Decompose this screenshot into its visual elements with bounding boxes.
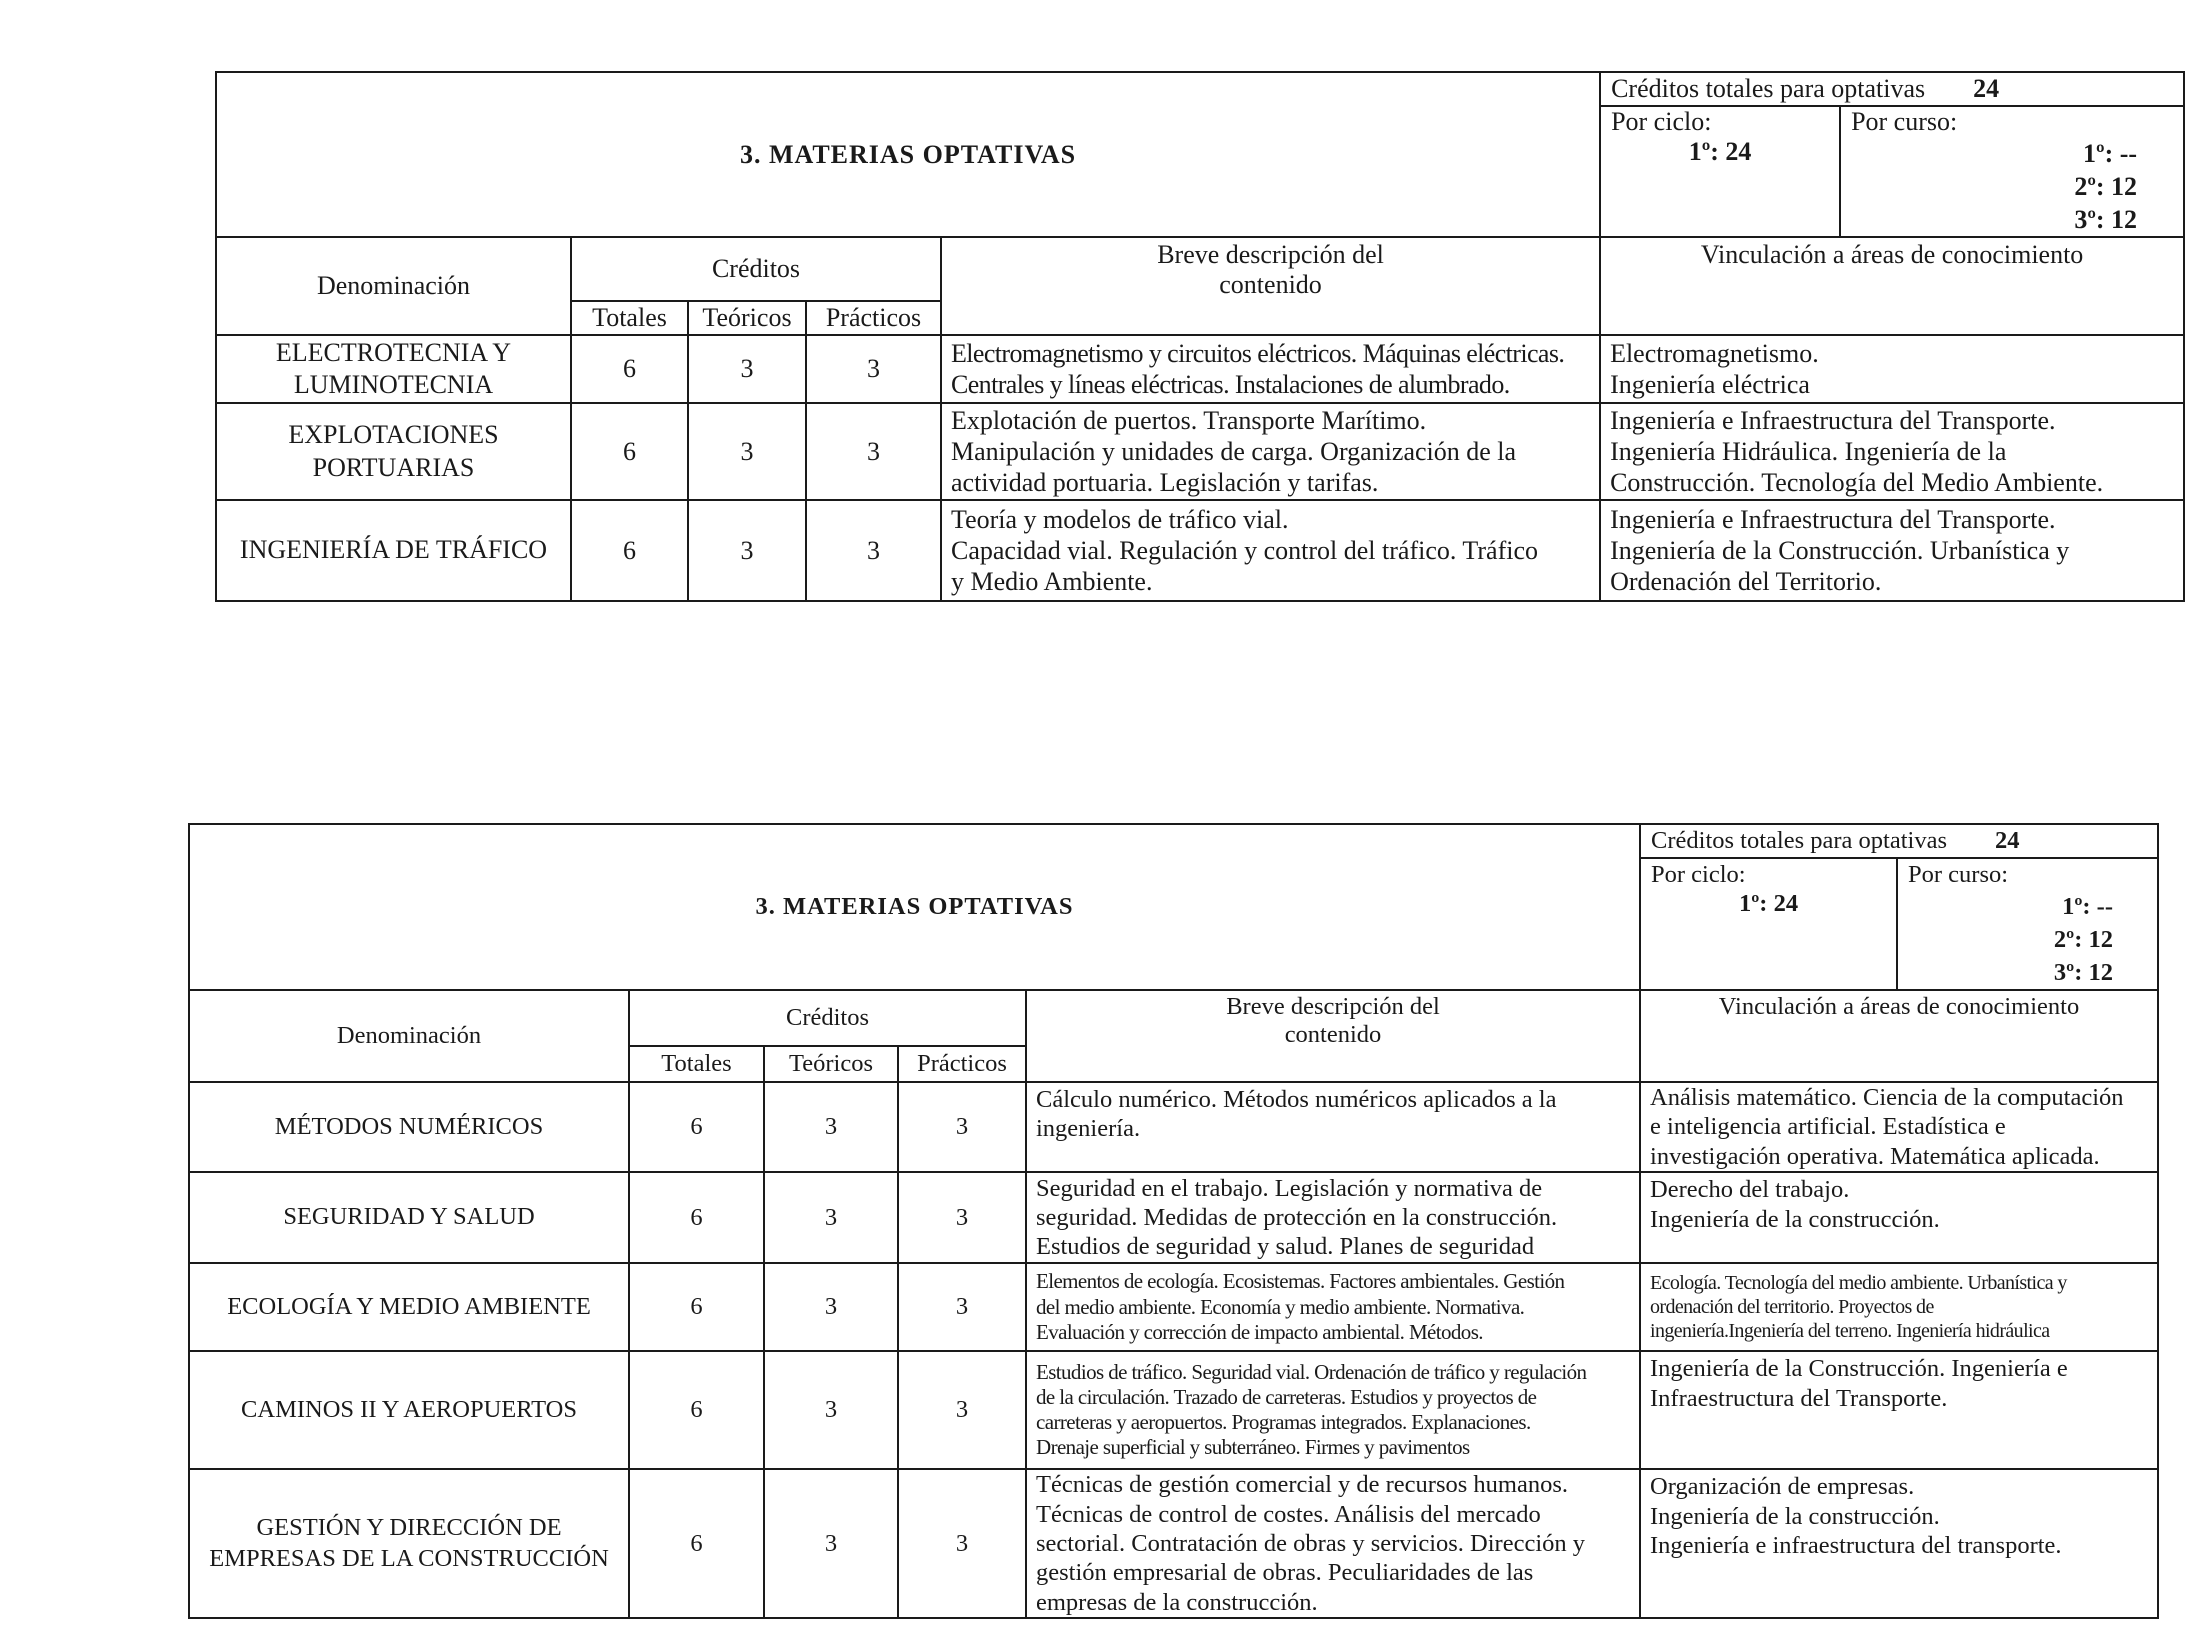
course-value-3: 3º: 12 [2053,959,2114,986]
table-row [216,500,2184,601]
total-credits-value: 24 [1973,74,2000,103]
total-credits-line [1600,72,2184,106]
course-value-2: 2º: 12 [2074,172,2138,201]
header-descripcion [941,237,1600,335]
credits-total: 6 [629,1351,764,1469]
subject-name: ELECTROTECNIA Y LUMINOTECNIA [216,335,571,403]
section-title: 3. MATERIAS OPTATIVAS [216,72,1600,237]
subject-description: Técnicas de gestión comercial y de recursos humanos. Técnicas de control de costes. Análisis del mercado sectorial. Contratación de obras y servicios. Dirección y gestión empresarial de obras. Peculiaridades de las empresas de la construcción. [1026,1469,1640,1618]
total-credits-label: Créditos totales para optativas [1651,827,1947,854]
subject-name: SEGURIDAD Y SALUD [189,1172,629,1263]
header-creditos: Créditos [629,990,1026,1046]
credits-practice: 3 [806,500,941,601]
credits-practice: 3 [806,403,941,500]
credits-theory: 3 [764,1263,898,1351]
cycle-value: 1º: 24 [1600,137,1840,237]
knowledge-areas: Ingeniería e Infraestructura del Transporte. Ingeniería Hidráulica. Ingeniería de la Construcción. Tecnología del Medio Ambiente. [1600,403,2184,500]
table-row [216,403,2184,500]
subject-name: INGENIERÍA DE TRÁFICO [216,500,571,601]
course-values [1840,137,2184,237]
subject-description: Cálculo numérico. Métodos numéricos aplicados a la ingeniería. [1026,1082,1640,1172]
total-credits-value: 24 [1994,827,2020,854]
subject-name: EXPLOTACIONES PORTUARIAS [216,403,571,500]
subject-description: Explotación de puertos. Transporte Marítimo. Manipulación y unidades de carga. Organización de la actividad portuaria. Legislación y tarifas. [941,403,1600,500]
credits-theory: 3 [764,1351,898,1469]
header-teoricos: Teóricos [688,301,806,335]
knowledge-areas: Organización de empresas. Ingeniería de la construcción. Ingeniería e infraestructura del transporte. [1640,1469,2158,1618]
course-label: Por curso: [1897,858,2158,890]
subject-name: CAMINOS II Y AEROPUERTOS [189,1351,629,1469]
credits-total: 6 [629,1469,764,1618]
header-teoricos: Teóricos [764,1046,898,1082]
cycle-label: Por ciclo: [1600,106,1840,137]
table-row [189,1172,2158,1263]
total-credits-line [1640,824,2158,858]
header-totales: Totales [571,301,688,335]
header-descripcion-line-1: Breve descripción del [1157,240,1384,269]
header-practicos: Prácticos [898,1046,1026,1082]
subject-name: MÉTODOS NUMÉRICOS [189,1082,629,1172]
table-row [189,1082,2158,1172]
credits-theory: 3 [688,403,806,500]
credits-total: 6 [571,403,688,500]
course-value-1: 1º: -- [2083,139,2138,168]
credits-total: 6 [629,1082,764,1172]
knowledge-areas: Ecología. Tecnología del medio ambiente. Urbanística y ordenación del territorio. Proyectos de ingeniería.Ingeniería del terreno. Ingeniería hidráulica [1640,1263,2158,1351]
header-denominacion: Denominación [189,990,629,1082]
header-totales: Totales [629,1046,764,1082]
subject-name: GESTIÓN Y DIRECCIÓN DE EMPRESAS DE LA CONSTRUCCIÓN [189,1469,629,1618]
credits-theory: 3 [688,500,806,601]
credits-practice: 3 [898,1082,1026,1172]
knowledge-areas: Derecho del trabajo. Ingeniería de la construcción. [1640,1172,2158,1263]
course-values [1897,890,2158,990]
credits-practice: 3 [898,1351,1026,1469]
credits-total: 6 [629,1172,764,1263]
subject-name: ECOLOGÍA Y MEDIO AMBIENTE [189,1263,629,1351]
knowledge-areas: Ingeniería e Infraestructura del Transporte. Ingeniería de la Construcción. Urbanística y Ordenación del Territorio. [1600,500,2184,601]
subject-description: Teoría y modelos de tráfico vial. Capacidad vial. Regulación y control del tráfico. Tráfico y Medio Ambiente. [941,500,1600,601]
header-descripcion-line-1: Breve descripción del [1226,993,1440,1020]
section-title: 3. MATERIAS OPTATIVAS [189,824,1640,990]
credits-total: 6 [629,1263,764,1351]
subject-description: Electromagnetismo y circuitos eléctricos. Máquinas eléctricas. Centrales y líneas eléctricas. Instalaciones de alumbrado. [941,335,1600,403]
header-practicos: Prácticos [806,301,941,335]
subject-description: Estudios de tráfico. Seguridad vial. Ordenación de tráfico y regulación de la circulación. Trazado de carreteras. Estudios y proyectos de carreteras y aeropuertos. Programas integrados. Explanaciones. Drenaje superficial y subterráneo. Firmes y pavimentos [1026,1351,1640,1469]
credits-theory: 3 [764,1469,898,1618]
course-value-2: 2º: 12 [2053,926,2114,953]
total-credits-label: Créditos totales para optativas [1611,74,1926,103]
credits-total: 6 [571,335,688,403]
credits-practice: 3 [898,1469,1026,1618]
table-row [189,1263,2158,1351]
course-value-1: 1º: -- [2062,893,2114,920]
course-label: Por curso: [1840,106,2184,137]
credits-theory: 3 [764,1172,898,1263]
optional-subjects-table-2 [188,823,2159,1619]
subject-description: Elementos de ecología. Ecosistemas. Factores ambientales. Gestión del medio ambiente. Economía y medio ambiente. Normativa. Evaluación y corrección de impacto ambiental. Métodos. [1026,1263,1640,1351]
subject-description: Seguridad en el trabajo. Legislación y normativa de seguridad. Medidas de protección en la construcción. Estudios de seguridad y salud. Planes de seguridad [1026,1172,1640,1263]
credits-theory: 3 [764,1082,898,1172]
knowledge-areas: Análisis matemático. Ciencia de la computación e inteligencia artificial. Estadística e investigación operativa. Matemática aplicada. [1640,1082,2158,1172]
header-denominacion: Denominación [216,237,571,335]
knowledge-areas: Electromagnetismo. Ingeniería eléctrica [1600,335,2184,403]
credits-practice: 3 [898,1172,1026,1263]
header-vinculacion: Vinculación a áreas de conocimiento [1640,990,2158,1082]
table-row [189,1469,2158,1618]
optional-subjects-table-1 [215,71,2185,602]
credits-practice: 3 [806,335,941,403]
credits-total: 6 [571,500,688,601]
cycle-value: 1º: 24 [1640,890,1897,990]
header-descripcion-line-2: contenido [1284,1021,1382,1048]
header-vinculacion: Vinculación a áreas de conocimiento [1600,237,2184,335]
credits-practice: 3 [898,1263,1026,1351]
credits-theory: 3 [688,335,806,403]
header-creditos: Créditos [571,237,941,301]
header-descripcion-line-2: contenido [1219,270,1322,299]
cycle-label: Por ciclo: [1640,858,1897,890]
table-row [216,335,2184,403]
knowledge-areas: Ingeniería de la Construcción. Ingeniería e Infraestructura del Transporte. [1640,1351,2158,1469]
course-value-3: 3º: 12 [2074,205,2138,234]
header-descripcion [1026,990,1640,1082]
table-row [189,1351,2158,1469]
